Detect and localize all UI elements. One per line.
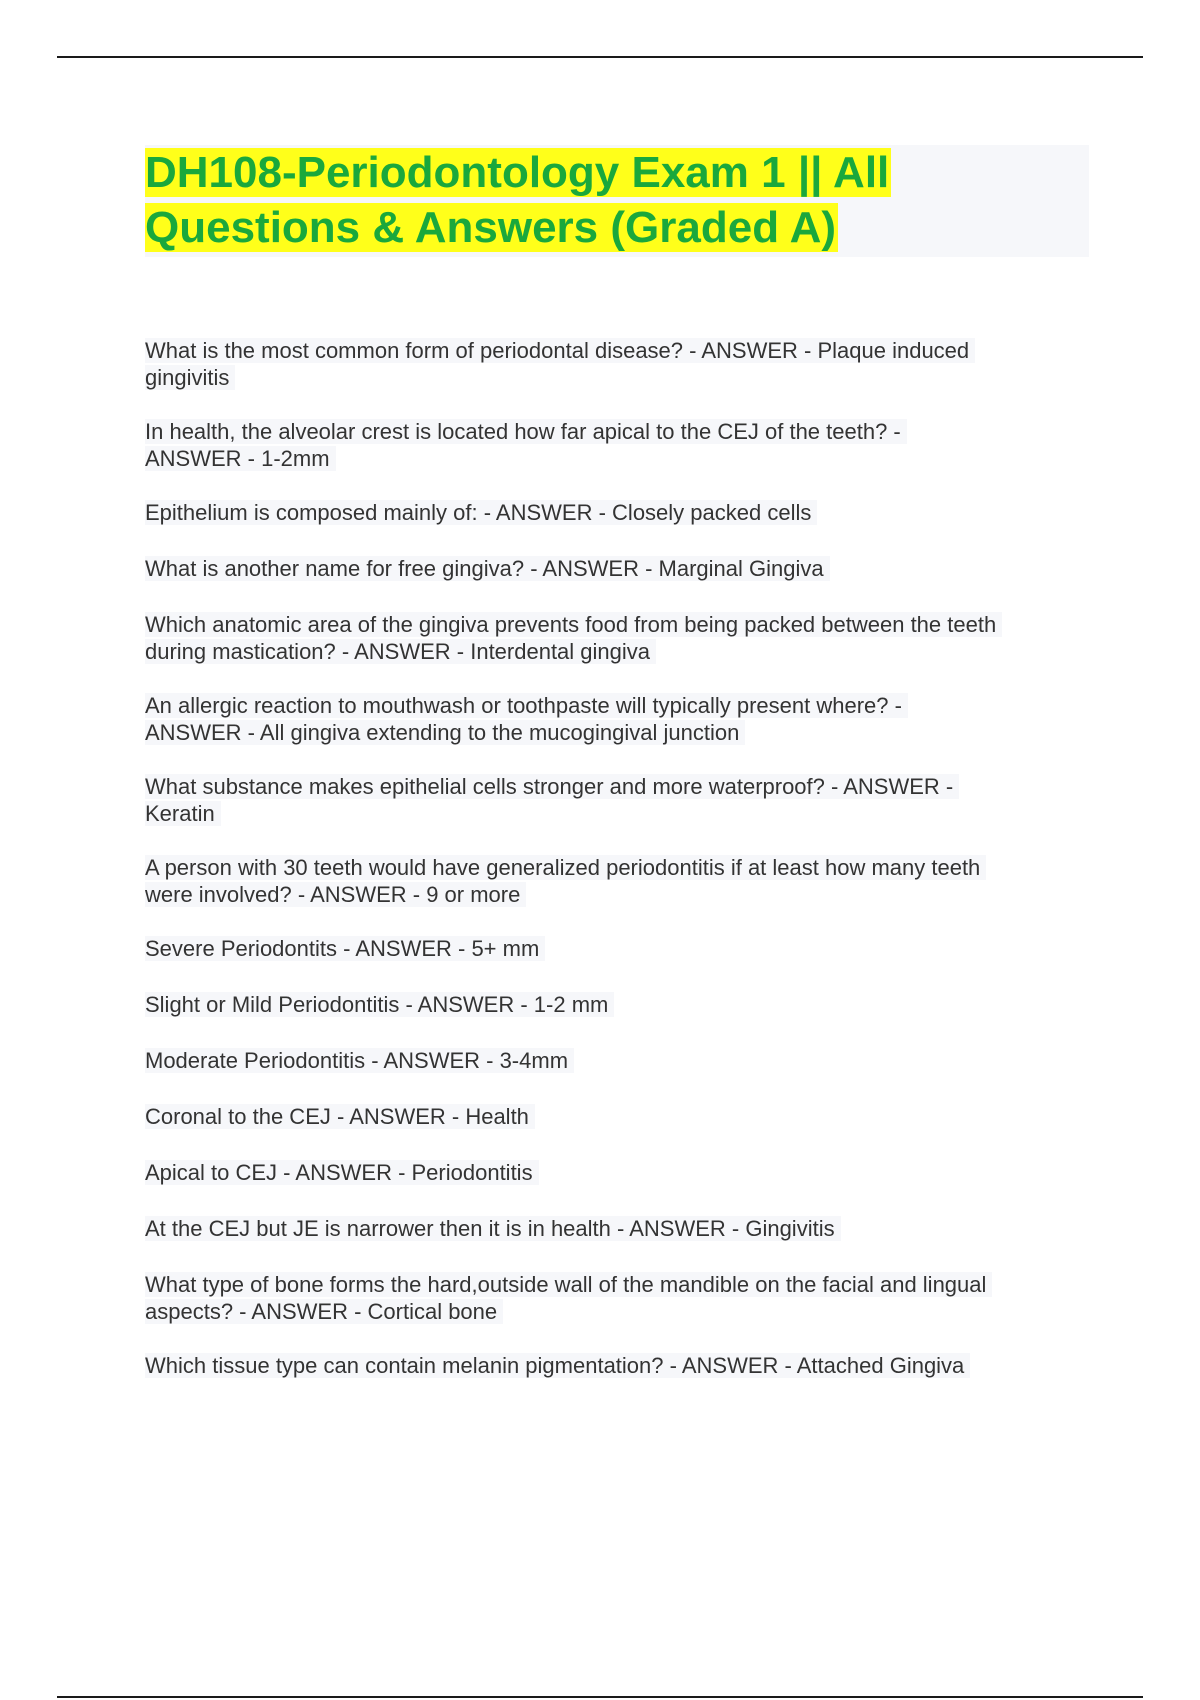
qa-item xyxy=(145,991,1095,1018)
qa-line: What substance makes epithelial cells stronger and more waterproof? - ANSWER - xyxy=(145,774,959,799)
title-line-1: DH108-Periodontology Exam 1 || All xyxy=(145,148,890,197)
qa-item xyxy=(145,555,1095,582)
qa-item xyxy=(145,935,1095,962)
qa-line: Which tissue type can contain melanin pigmentation? - ANSWER - Attached Gingiva xyxy=(145,1353,970,1378)
qa-item xyxy=(145,1352,1095,1379)
qa-line: An allergic reaction to mouthwash or toothpaste will typically present where? - xyxy=(145,693,908,718)
qa-line: gingivitis xyxy=(145,365,235,390)
qa-line: At the CEJ but JE is narrower then it is in health - ANSWER - Gingivitis xyxy=(145,1216,841,1241)
qa-line: Moderate Periodontitis - ANSWER - 3-4mm xyxy=(145,1048,574,1073)
qa-line: were involved? - ANSWER - 9 or more xyxy=(145,882,526,907)
qa-line: What type of bone forms the hard,outside wall of the mandible on the facial and lingual xyxy=(145,1272,992,1297)
title-block xyxy=(145,145,1089,257)
bottom-rule xyxy=(57,1696,1143,1698)
qa-line: Apical to CEJ - ANSWER - Periodontitis xyxy=(145,1160,539,1185)
qa-line: Keratin xyxy=(145,801,221,826)
qa-list xyxy=(145,337,1095,1408)
top-rule xyxy=(57,56,1143,58)
qa-line: What is another name for free gingiva? - ANSWER - Marginal Gingiva xyxy=(145,556,830,581)
qa-line: In health, the alveolar crest is located how far apical to the CEJ of the teeth? - xyxy=(145,419,907,444)
qa-line: aspects? - ANSWER - Cortical bone xyxy=(145,1299,503,1324)
qa-line: Which anatomic area of the gingiva prevents food from being packed between the teeth xyxy=(145,612,1002,637)
qa-item xyxy=(145,854,1095,908)
qa-item xyxy=(145,611,1095,665)
qa-line: What is the most common form of periodontal disease? - ANSWER - Plaque induced xyxy=(145,338,975,363)
qa-item xyxy=(145,499,1095,526)
qa-item xyxy=(145,1047,1095,1074)
qa-line: Epithelium is composed mainly of: - ANSWER - Closely packed cells xyxy=(145,500,817,525)
qa-line: Slight or Mild Periodontitis - ANSWER - 1-2 mm xyxy=(145,992,614,1017)
qa-item xyxy=(145,418,1095,472)
qa-item xyxy=(145,1103,1095,1130)
qa-line: ANSWER - All gingiva extending to the mucogingival junction xyxy=(145,720,745,745)
qa-item xyxy=(145,692,1095,746)
qa-item xyxy=(145,337,1095,391)
title-line-2: Questions & Answers (Graded A) xyxy=(145,203,837,252)
qa-line: during mastication? - ANSWER - Interdental gingiva xyxy=(145,639,656,664)
qa-item xyxy=(145,1215,1095,1242)
qa-line: ANSWER - 1-2mm xyxy=(145,446,336,471)
qa-line: Coronal to the CEJ - ANSWER - Health xyxy=(145,1104,535,1129)
qa-line: Severe Periodontits - ANSWER - 5+ mm xyxy=(145,936,545,961)
qa-item xyxy=(145,1271,1095,1325)
qa-line: A person with 30 teeth would have generalized periodontitis if at least how many teeth xyxy=(145,855,986,880)
qa-item xyxy=(145,773,1095,827)
qa-item xyxy=(145,1159,1095,1186)
document-title xyxy=(145,145,1089,255)
